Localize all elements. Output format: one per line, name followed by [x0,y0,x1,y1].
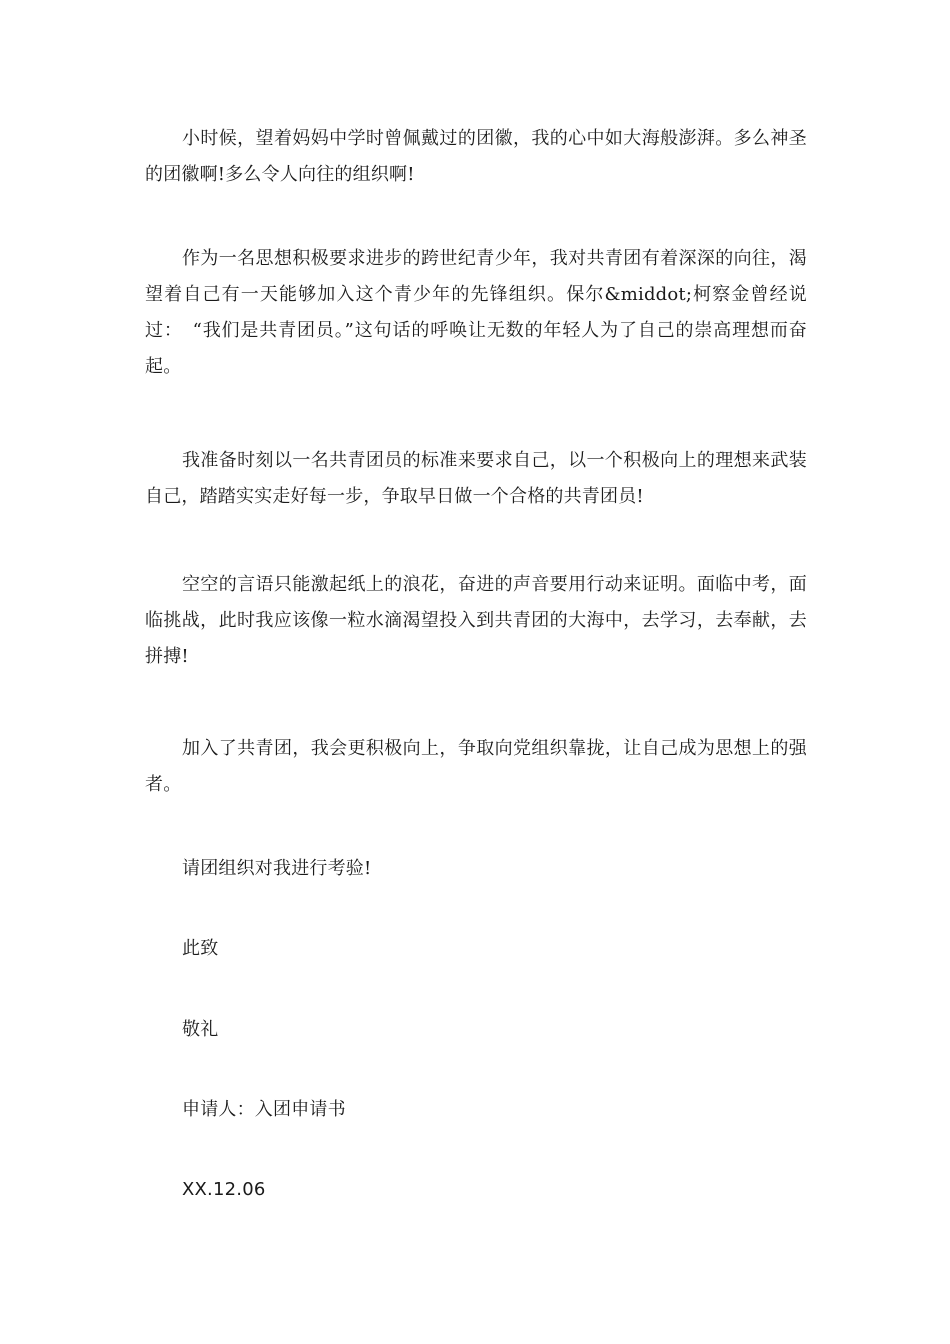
paragraph-text: 此致 [182,938,219,959]
paragraph-text: XX.12.06 [182,1179,266,1200]
paragraph-text: 作为一名思想积极要求进步的跨世纪青少年，我对共青团有着深深的向往，渴望着自己有一天能够加入这个青少年的先锋组织。保尔&middot;柯察金曾经说过： “我们是共青团员。”这句话的呼唤让无数的年轻人为了自己的崇高理想而奋起。 [145,248,807,377]
paragraph-text: 我准备时刻以一名共青团员的标准来要求自己，以一个积极向上的理想来武装自己，踏踏实实走好每一步，争取早日做一个合格的共青团员! [145,450,807,507]
paragraph-childhood [145,121,807,193]
closing-regards [145,1012,807,1048]
paragraph-text: 请团组织对我进行考验! [182,858,372,879]
paragraph-text: 小时候，望着妈妈中学时曾佩戴过的团徽，我的心中如大海般澎湃。多么神圣的团徽啊!多么令人向往的组织啊! [145,128,807,185]
paragraph-request [145,851,807,887]
closing-salutation [145,931,807,967]
date-line [145,1172,807,1208]
paragraph-commitment [145,443,807,515]
paragraph-aspiration [145,241,807,385]
paragraph-text: 申请人：入团申请书 [182,1099,346,1120]
paragraph-joining [145,731,807,803]
paragraph-text: 加入了共青团，我会更积极向上，争取向党组织靠拢，让自己成为思想上的强者。 [145,738,807,795]
paragraph-action [145,567,807,675]
paragraph-text: 敬礼 [182,1019,219,1040]
applicant-line [145,1092,807,1128]
paragraph-text: 空空的言语只能激起纸上的浪花，奋进的声音要用行动来证明。面临中考，面临挑战，此时我应该像一粒水滴渴望投入到共青团的大海中，去学习，去奉献，去拼搏! [145,574,807,667]
